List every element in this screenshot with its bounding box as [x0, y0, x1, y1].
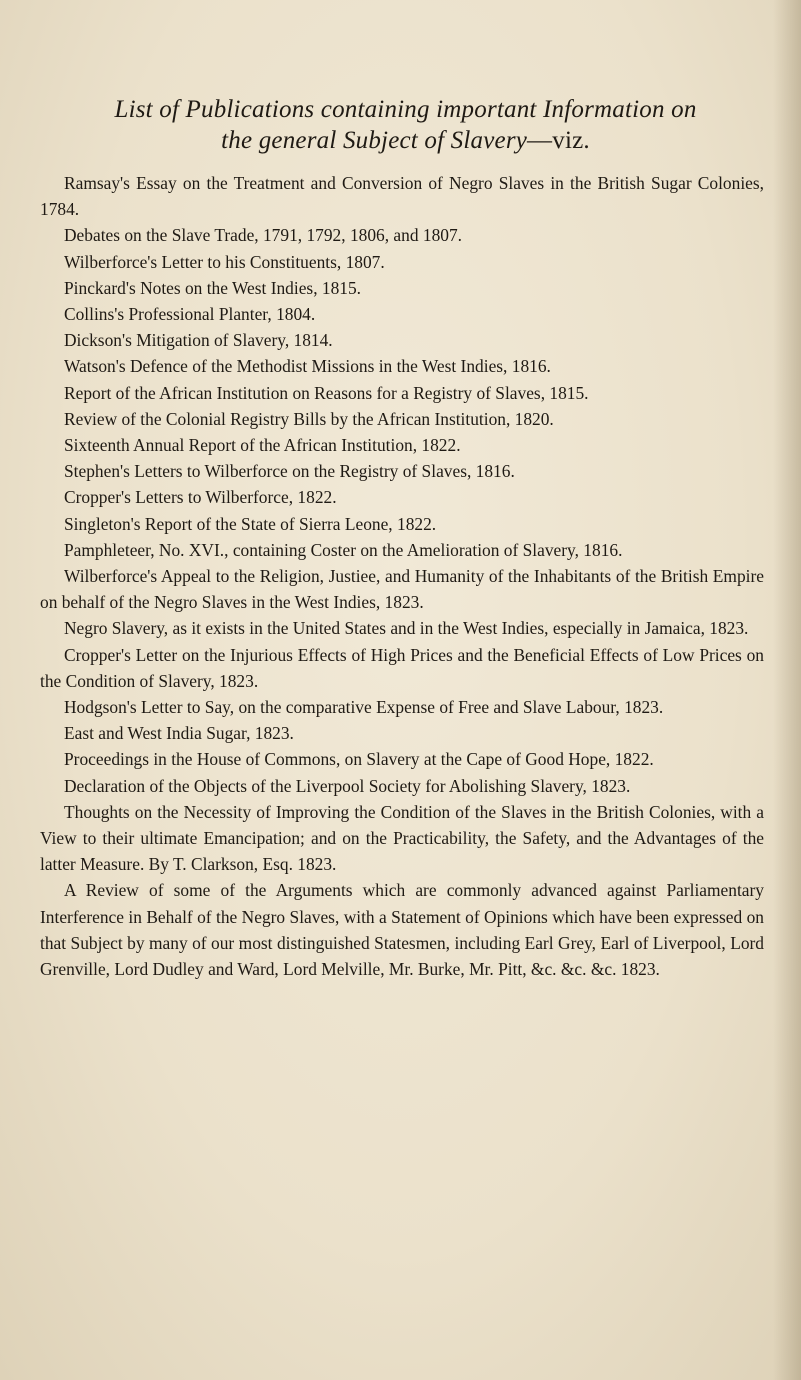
publication-entry: Thoughts on the Necessity of Improving the Condition of the Slaves in the British Colonies, with a View to their ultimate Emancipation; and on the Practicability, the Safety, and the Advantages of the latter Measure. By T. Clarkson, Esq. 1823. — [40, 801, 764, 875]
publication-entry: Cropper's Letters to Wilberforce, 1822. — [64, 487, 337, 508]
publication-entry: Negro Slavery, as it exists in the United States and in the West Indies, especially in Jamaica, 1823. — [64, 618, 749, 639]
heading-line-1-text: List of Publications containing important Information on — [114, 96, 697, 123]
publication-list — [0, 170, 801, 982]
publication-entry: Singleton's Report of the State of Sierra Leone, 1822. — [64, 513, 437, 534]
publication-entry: Pamphleteer, No. XVI., containing Coster on the Amelioration of Slavery, 1816. — [64, 539, 623, 560]
publication-entry: A Review of some of the Arguments which are commonly advanced against Parliamentary Interference in Behalf of the Negro Slaves, with a Statement of Opinions which have been expressed on that Subject by many of our most distinguished Statesmen, including Earl Grey, Earl of Liverpool, Lord Grenville, Lord Dudley and Ward, Lord Melville, Mr. Burke, Mr. Pitt, &c. &c. &c. 1823. — [40, 880, 764, 980]
heading-line-2-italic: the general Subject of Slavery — [221, 127, 528, 154]
publication-entry: Sixteenth Annual Report of the African Institution, 1822. — [64, 435, 461, 456]
heading-line-2-suffix: —viz. — [527, 127, 590, 154]
publication-entry: Stephen's Letters to Wilberforce on the Registry of Slaves, 1816. — [64, 461, 515, 482]
publication-entry: Pinckard's Notes on the West Indies, 1815. — [64, 277, 362, 298]
list-heading-line-1 — [0, 96, 801, 124]
list-heading-line-2 — [0, 127, 801, 155]
publication-entry: Collins's Professional Planter, 1804. — [64, 304, 316, 325]
publication-entry: Watson's Defence of the Methodist Missions in the West Indies, 1816. — [64, 356, 551, 377]
publication-entry: Proceedings in the House of Commons, on Slavery at the Cape of Good Hope, 1822. — [64, 749, 654, 770]
publication-entry: Review of the Colonial Registry Bills by the African Institution, 1820. — [64, 408, 554, 429]
publication-entry: Wilberforce's Letter to his Constituents, 1807. — [64, 251, 385, 272]
publication-entry: East and West India Sugar, 1823. — [64, 723, 294, 744]
publication-entry: Ramsay's Essay on the Treatment and Conversion of Negro Slaves in the British Sugar Colonies, 1784. — [40, 173, 764, 220]
publication-entry: Declaration of the Objects of the Liverpool Society for Abolishing Slavery, 1823. — [64, 775, 631, 796]
publication-entry: Report of the African Institution on Reasons for a Registry of Slaves, 1815. — [64, 382, 589, 403]
publication-entry: Cropper's Letter on the Injurious Effects of High Prices and the Beneficial Effects of Low Prices on the Condition of Slavery, 1823. — [40, 644, 764, 691]
publication-entry: Hodgson's Letter to Say, on the comparative Expense of Free and Slave Labour, 1823. — [64, 697, 664, 718]
publication-entry: Debates on the Slave Trade, 1791, 1792, 1806, and 1807. — [64, 225, 463, 246]
publication-entry: Wilberforce's Appeal to the Religion, Justiee, and Humanity of the Inhabitants of the British Empire on behalf of the Negro Slaves in the West Indies, 1823. — [40, 566, 764, 613]
publication-entry: Dickson's Mitigation of Slavery, 1814. — [64, 330, 333, 351]
